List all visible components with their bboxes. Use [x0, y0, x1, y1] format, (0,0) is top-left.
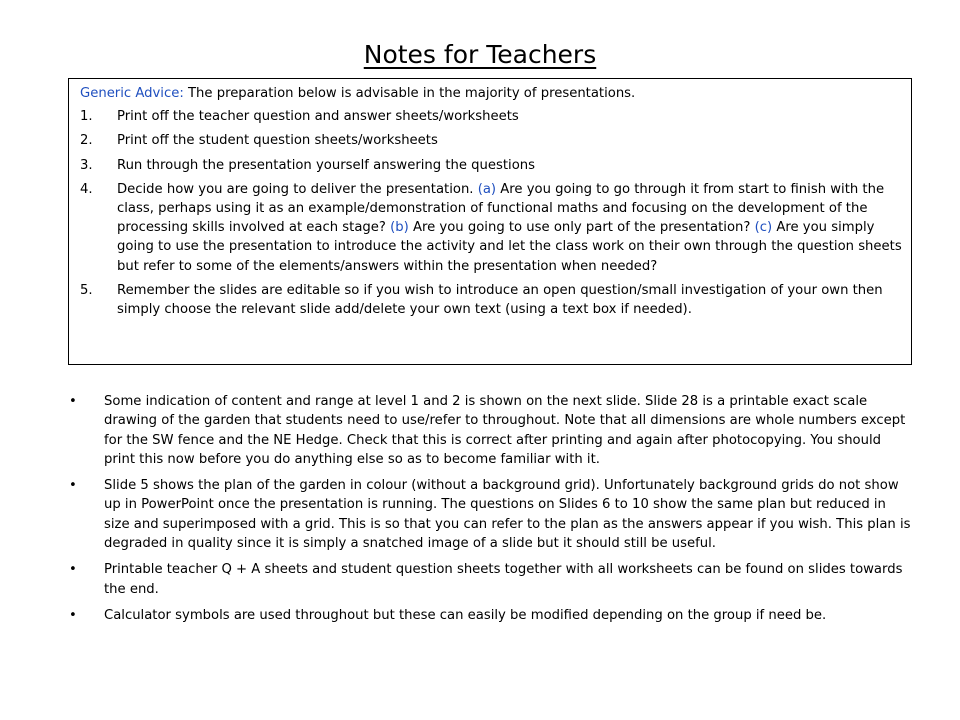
step-text-part: Are you going to use only part of the presentation? [408, 220, 755, 236]
bullet-text: Some indication of content and range at level 1 and 2 is shown on the next slide. Slide 28 is a printable exact scale drawing of the garden that students need to use/refer to throughout. Note that all dimensions are whole numbers except for the SW fence and the NE Hedge. Check that this is correct after printing and again after photocopying. You should print this now before you do anything else so as to become familiar with it. [104, 394, 906, 467]
step-text: Print off the student question sheets/worksheets [117, 133, 438, 149]
page-title: Notes for Teachers [363, 40, 597, 69]
step-number: 3. [80, 157, 93, 173]
option-a-label: (a) [477, 181, 497, 197]
bullet-text: Printable teacher Q + A sheets and student question sheets together with all worksheets can be found on slides towards the end. [104, 562, 903, 597]
bullet-icon: • [69, 562, 77, 578]
step-number: 5. [80, 282, 93, 298]
bullet-text: Slide 5 shows the plan of the garden in colour (without a background grid). Unfortunately background grids do not show up in PowerPoint once the presentation is running. The questions on Slides 6 to 10 show the same plan but reduced in size and superimposed with a grid. This is so that you can refer to the plan as the answers appear if you wish. This plan is degraded in quality since it is simply a snatched image of a slide but it should still be useful. [104, 478, 911, 552]
step-item [80, 107, 903, 126]
preparation-steps [80, 107, 903, 319]
bullet-icon: • [69, 607, 77, 623]
advice-label: Generic Advice: [80, 86, 184, 101]
bullet-item [66, 476, 912, 553]
step-text-part: Decide how you are going to deliver the presentation. [117, 181, 478, 197]
step-number: 2. [80, 133, 93, 149]
advice-intro [80, 84, 903, 103]
step-item [80, 156, 903, 175]
step-text: Print off the teacher question and answer sheets/worksheets [117, 109, 519, 125]
bullet-icon: • [69, 394, 77, 409]
bullet-item [66, 606, 912, 625]
bullet-item [66, 392, 912, 469]
generic-advice-box [68, 78, 912, 365]
step-text: Remember the slides are editable so if you wish to introduce an open question/small investigation of your own then simply choose the relevant slide add/delete your own text (using a text box if needed). [117, 282, 883, 318]
step-number: 4. [80, 181, 93, 197]
option-b-label: (b) [390, 220, 409, 236]
step-text-part: Are you simply going to use the presentation to introduce the activity and let the class work on their own through the question sheets but refer to some of the elements/answers within the presentation when needed? [117, 220, 902, 274]
bullet-icon: • [69, 478, 77, 494]
step-text-part: Are you going to go through it from start to finish with the class, perhaps using it as an example/demonstration of functional maths and focusing on the development of the processing skills involved at each stage? [117, 181, 885, 236]
option-c-label: (c) [754, 220, 773, 236]
step-item [80, 180, 903, 276]
step-number: 1. [80, 109, 93, 125]
step-item [80, 131, 903, 150]
step-item [80, 281, 903, 319]
step-text: Run through the presentation yourself answering the questions [117, 157, 536, 173]
bullet-text: Calculator symbols are used throughout but these can easily be modified depending on the group if need be. [104, 607, 827, 623]
notes-bullet-list [66, 392, 912, 632]
bullet-item [66, 560, 912, 599]
advice-intro-text: The preparation below is advisable in the majority of presentations. [183, 86, 636, 101]
